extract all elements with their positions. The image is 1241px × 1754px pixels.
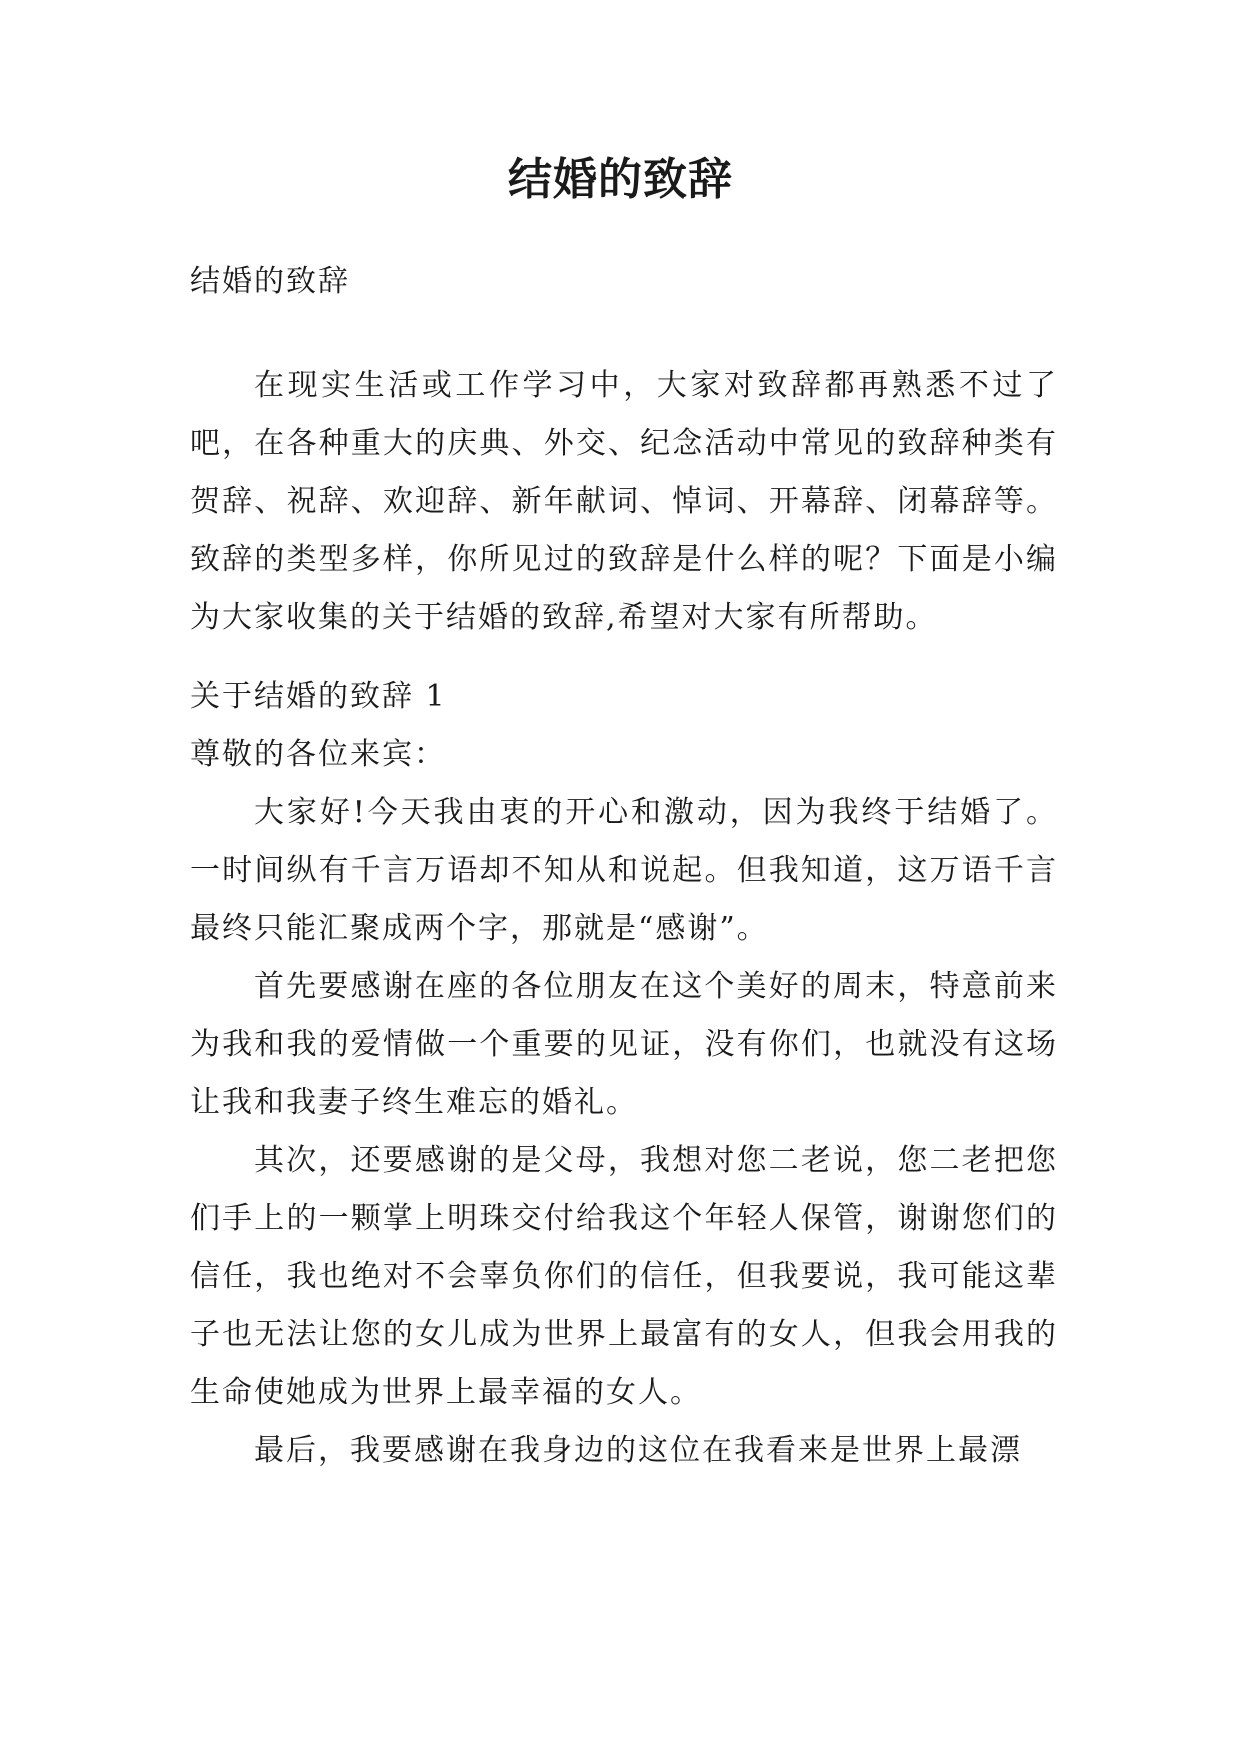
intro-paragraph: 在现实生活或工作学习中，大家对致辞都再熟悉不过了吧，在各种重大的庆典、外交、纪念活动中常见的致辞种类有贺辞、祝辞、欢迎辞、新年献词、悼词、开幕辞、闭幕辞等。致辞的类型多样，你所见过的致辞是什么样的呢？下面是小编为大家收集的关于结婚的致辞,希望对大家有所帮助。 bbox=[190, 368, 1058, 635]
body-paragraph: 最后，我要感谢在我身边的这位在我看来是世界上最漂 bbox=[254, 1433, 1022, 1468]
intro-block bbox=[190, 357, 1058, 647]
body-paragraph: 其次，还要感谢的是父母，我想对您二老说，您二老把您们手上的一颗掌上明珠交付给我这个年轻人保管，谢谢您们的信任，我也绝对不会辜负你们的信任，但我要说，我可能这辈子也无法让您的女儿成为世界上最富有的女人，但我会用我的生命使她成为世界上最幸福的女人。 bbox=[190, 1143, 1058, 1410]
document-title: 结婚的致辞 bbox=[508, 154, 733, 205]
speech-body bbox=[190, 726, 1058, 1480]
body-paragraph: 首先要感谢在座的各位朋友在这个美好的周末，特意前来为我和我的爱情做一个重要的见证，没有你们，也就没有这场让我和我妻子终生难忘的婚礼。 bbox=[190, 969, 1058, 1120]
salutation: 尊敬的各位来宾： bbox=[190, 737, 446, 772]
section-heading: 关于结婚的致辞 1 bbox=[190, 679, 447, 714]
body-paragraph: 大家好!今天我由衷的开心和激动，因为我终于结婚了。一时间纵有千言万语却不知从和说起。但我知道，这万语千言最终只能汇聚成两个字，那就是“感谢”。 bbox=[190, 795, 1058, 946]
document-subtitle: 结婚的致辞 bbox=[190, 264, 350, 299]
